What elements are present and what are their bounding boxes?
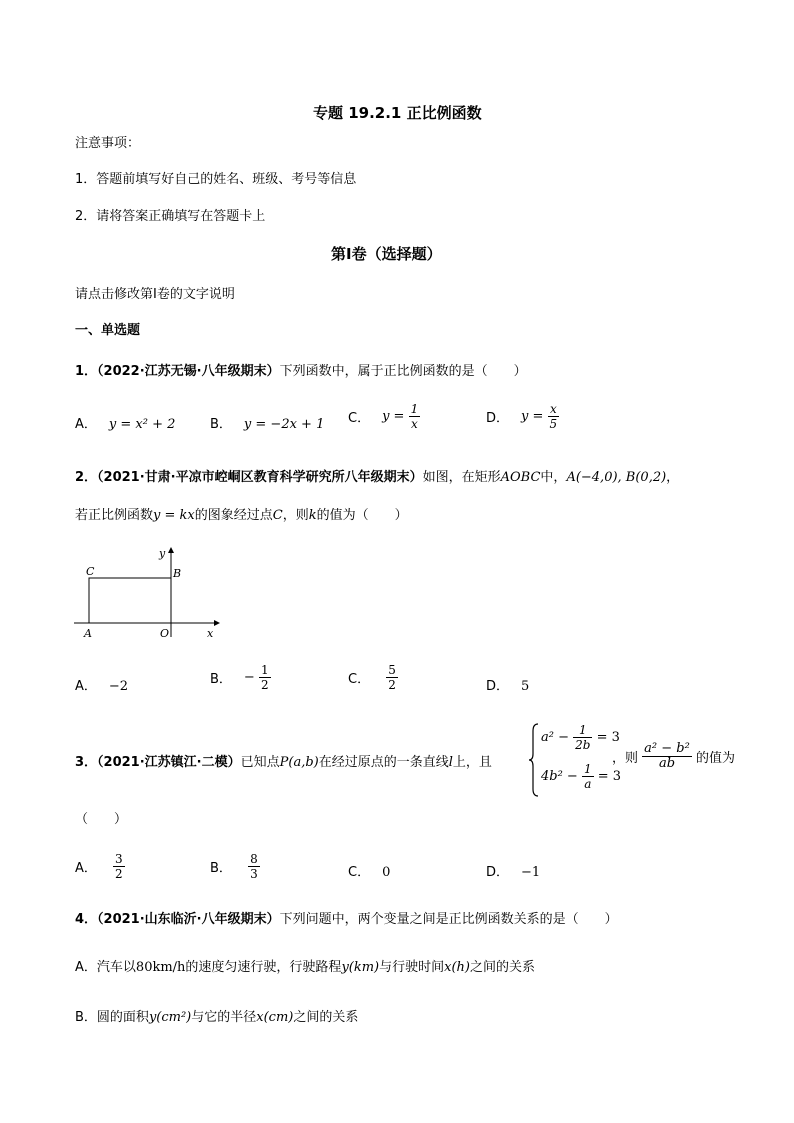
x-axis-label: x [207, 627, 214, 640]
fraction-numerator: 1 [410, 402, 419, 416]
option-expr: y = x² + 2 [108, 417, 176, 432]
equation-2 [541, 762, 621, 791]
q3-option-d[interactable] [486, 861, 540, 880]
question-2-stem-line2 [75, 504, 408, 523]
question-text: 中， [540, 470, 567, 485]
system-brace [529, 723, 539, 797]
fraction-denominator: a [584, 777, 592, 791]
rectangle-aobc [89, 578, 171, 623]
line-name: l [448, 755, 453, 770]
points-expr: A(−4,0), B(0,2) [566, 470, 667, 485]
var-x: x(cm) [256, 1010, 294, 1025]
question-source: （2022·江苏无锡·八年级期末） [97, 364, 280, 379]
option-lhs: y = [521, 409, 544, 424]
fraction-numerator: 1 [583, 762, 592, 776]
function-expr: y = kx [153, 508, 195, 523]
option-label: A． [75, 960, 97, 975]
option-label: B． [210, 672, 232, 687]
q1-option-a[interactable] [75, 413, 175, 432]
q1-option-d[interactable] [486, 402, 559, 431]
question-text: ，则 [612, 751, 639, 766]
option-expr: −1 [521, 865, 541, 880]
q1-option-c[interactable] [348, 402, 420, 431]
var-k: k [308, 508, 317, 523]
question-text: 的值为（ ） [316, 508, 408, 523]
fraction-denominator: 2b [575, 738, 591, 752]
eq-rhs: = 3 [596, 730, 620, 745]
question-text: 下列函数中，属于正比例函数的是（ ） [279, 364, 527, 379]
y-axis-label: y [159, 547, 166, 560]
fraction-numerator: a² − b² [644, 741, 690, 756]
option-text: 与它的半径 [191, 1010, 257, 1025]
option-lhs: y = [382, 409, 405, 424]
option-text: 圆的面积 [96, 1010, 149, 1025]
question-3-blank: （ ） [75, 812, 128, 827]
fraction-denominator: 2 [388, 678, 396, 692]
question-text: 若正比例函数 [75, 508, 154, 523]
q2-option-b[interactable] [210, 663, 271, 692]
option-label: C． [348, 411, 371, 426]
question-number: 3． [75, 755, 98, 770]
option-label: D． [486, 411, 510, 426]
option-text: 的速度匀速行驶，行驶路程 [185, 960, 342, 975]
equation-1 [541, 723, 620, 752]
fraction-denominator: x [411, 417, 418, 431]
question-text: 在经过原点的一条直线 [318, 755, 449, 770]
option-label: B． [210, 417, 232, 432]
question-3-tail [612, 742, 735, 771]
q3-option-a[interactable] [75, 852, 125, 881]
question-3-stem [75, 751, 492, 770]
option-label: A． [75, 861, 97, 876]
question-source: （2021·江苏镇江·二模） [97, 755, 241, 770]
point-o-label: O [160, 627, 170, 640]
var-x: x(h) [444, 960, 471, 975]
question-4-stem [75, 908, 618, 927]
question-text: 的图象经过点 [194, 508, 273, 523]
fraction-denominator: 2 [260, 678, 269, 692]
question-text: 的值为 [695, 751, 735, 766]
fraction-denominator: ab [658, 756, 676, 771]
question-number: 2． [75, 470, 98, 485]
question-text: ， [666, 470, 680, 485]
fraction-denominator: 2 [115, 867, 123, 881]
section-heading: 一、单选题 [75, 323, 141, 338]
option-text: 与行驶时间 [379, 960, 445, 975]
option-expr: −2 [108, 679, 129, 694]
rect-name: AOBC [500, 470, 541, 485]
question-text: 上，且 [452, 755, 492, 770]
notice-heading: 注意事项： [75, 136, 141, 151]
q2-option-c[interactable] [348, 663, 398, 692]
eq-lhs: a² − [541, 730, 569, 745]
option-text: 之间的关系 [470, 960, 536, 975]
option-expr: 5 [521, 679, 530, 694]
q3-option-c[interactable] [348, 861, 390, 880]
y-axis-arrow [168, 547, 174, 553]
page-title: 专题 19.2.1 正比例函数 [313, 104, 482, 122]
point-c-label: C [86, 565, 95, 578]
question-number: 1． [75, 364, 98, 379]
part-description[interactable]: 请点击修改第Ⅰ卷的文字说明 [75, 287, 235, 302]
q2-option-d[interactable] [486, 675, 529, 694]
question-source: （2021·山东临沂·八年级期末） [97, 912, 280, 927]
fraction-denominator: 5 [549, 417, 558, 431]
point-name: C [272, 508, 283, 523]
fraction-numerator: 1 [260, 663, 269, 677]
var-y: y(km) [341, 960, 380, 975]
point-expr: P(a,b) [279, 755, 319, 770]
fraction-numerator: 3 [115, 852, 123, 866]
fraction-numerator: 1 [573, 723, 592, 738]
option-label: C． [348, 865, 371, 880]
point-b-label: B [173, 567, 182, 580]
question-source: （2021·甘肃·平凉市崆峒区教育科学研究所八年级期末） [97, 470, 423, 485]
eq-lhs: 4b² − [541, 769, 578, 784]
fraction-denominator: 3 [250, 867, 258, 881]
notice-item-2: 2．请将答案正确填写在答题卡上 [75, 209, 266, 224]
part-title: 第Ⅰ卷（选择题） [331, 245, 442, 263]
var-y: y(cm²) [148, 1010, 192, 1025]
rectangle-figure [74, 545, 224, 640]
question-text: 下列问题中，两个变量之间是正比例函数关系的是（ ） [279, 912, 618, 927]
speed-value: 80km/h [135, 960, 186, 975]
option-label: B． [75, 1010, 97, 1025]
fraction-numerator: x [548, 402, 560, 417]
q3-option-b[interactable] [210, 852, 260, 881]
option-sign: − [243, 670, 255, 685]
point-a-label: A [84, 627, 92, 640]
option-label: D． [486, 679, 510, 694]
notice-item-1: 1．答题前填写好自己的姓名、班级、考号等信息 [75, 172, 357, 187]
fraction-numerator: 8 [250, 852, 258, 866]
question-1-stem [75, 360, 527, 379]
option-expr: y = −2x + 1 [243, 417, 325, 432]
option-label: A． [75, 417, 97, 432]
option-text: 汽车以 [96, 960, 136, 975]
eq-rhs: = 3 [597, 769, 622, 784]
q4-option-b[interactable] [75, 1006, 358, 1025]
option-label: A． [75, 679, 97, 694]
option-label: B． [210, 861, 232, 876]
question-number: 4． [75, 912, 98, 927]
option-label: C． [348, 672, 371, 687]
option-text: 之间的关系 [293, 1010, 359, 1025]
q4-option-a[interactable] [75, 956, 535, 975]
question-text: 已知点 [240, 755, 280, 770]
question-text: ，则 [282, 508, 309, 523]
x-axis-arrow [214, 620, 220, 626]
q1-option-b[interactable] [210, 413, 324, 432]
question-2-stem [75, 466, 679, 485]
question-text: 如图，在矩形 [422, 470, 501, 485]
fraction-numerator: 5 [388, 663, 396, 677]
q2-option-a[interactable] [75, 675, 128, 694]
option-label: D． [486, 865, 510, 880]
option-expr: 0 [382, 865, 391, 880]
